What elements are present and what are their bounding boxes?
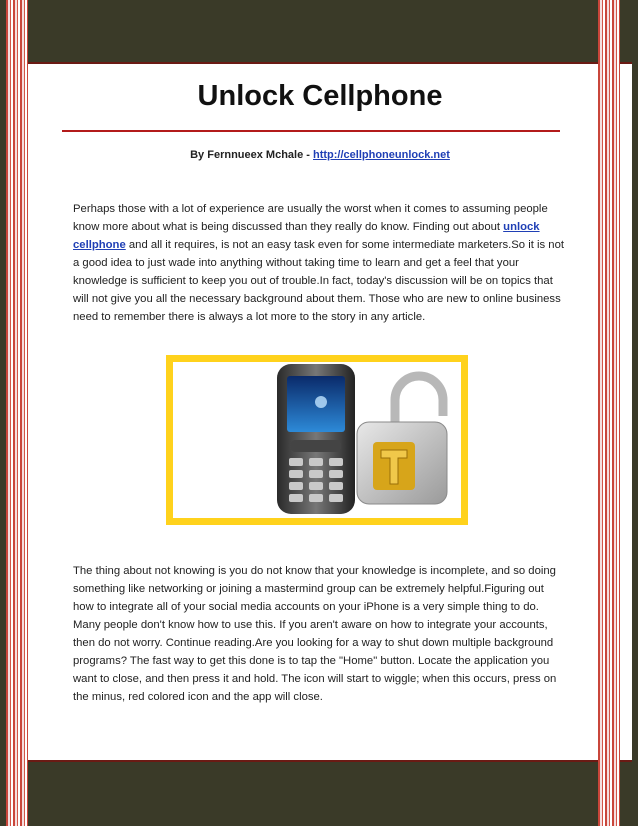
unlock-cellphone-link[interactable]: unlock cellphone	[73, 221, 540, 251]
byline-link[interactable]: http://cellphoneunlock.net	[313, 149, 450, 161]
left-stripe-border	[6, 0, 28, 826]
paragraph-body: The thing about not knowing is you do not know that your knowledge is incomplete, and so doing something like networking or joining a mastermind group can be extremely helpful.Figuring out how to integrate all of your social media accounts on your iPhone is a very simple thing to do. Many people don't know how to use this. If you aren't aware on how to integrate your accounts, then do not worry. Continue reading.Are you looking for a way to shut down multiple background programs? The fast way to get this done is to tap the "Home" button. Locate the application you want to close, and then press it and hold. The icon will start to wiggle; when this occurs, press on the minus, red colored icon and the app will close.	[73, 565, 557, 703]
byline-author: By Fernnueex Mchale -	[190, 149, 310, 161]
header-band	[0, 0, 638, 64]
title-divider	[62, 130, 560, 132]
byline	[60, 149, 580, 161]
paragraph-intro-text-a: Perhaps those with a lot of experience are usually the worst when it comes to assuming people know more about what is being discussed than they really do know. Finding out about	[73, 203, 548, 233]
right-edge	[632, 0, 638, 826]
right-stripe-border	[598, 0, 620, 826]
phone-lock-image	[166, 355, 468, 525]
cellphone-icon	[277, 364, 355, 514]
padlock-icon	[357, 376, 447, 504]
paragraph-intro-text-b: and all it requires, is not an easy task even for some intermediate marketers.So it is not a good idea to just wade into anything without taking time to learn and get a feel that your knowledge is sufficient to keep you out of trouble.In fact, today's discussion will be on topics that will not give you all the necessary background about them. Those who are new to online business need to remember there is always a lot more to the story in any article.	[73, 239, 565, 323]
footer-band	[0, 760, 638, 826]
page-title: Unlock Cellphone	[197, 80, 443, 112]
paragraph-intro	[73, 200, 565, 326]
phone-and-padlock-illustration	[173, 362, 461, 518]
phone-lock-image-inner	[173, 362, 461, 518]
